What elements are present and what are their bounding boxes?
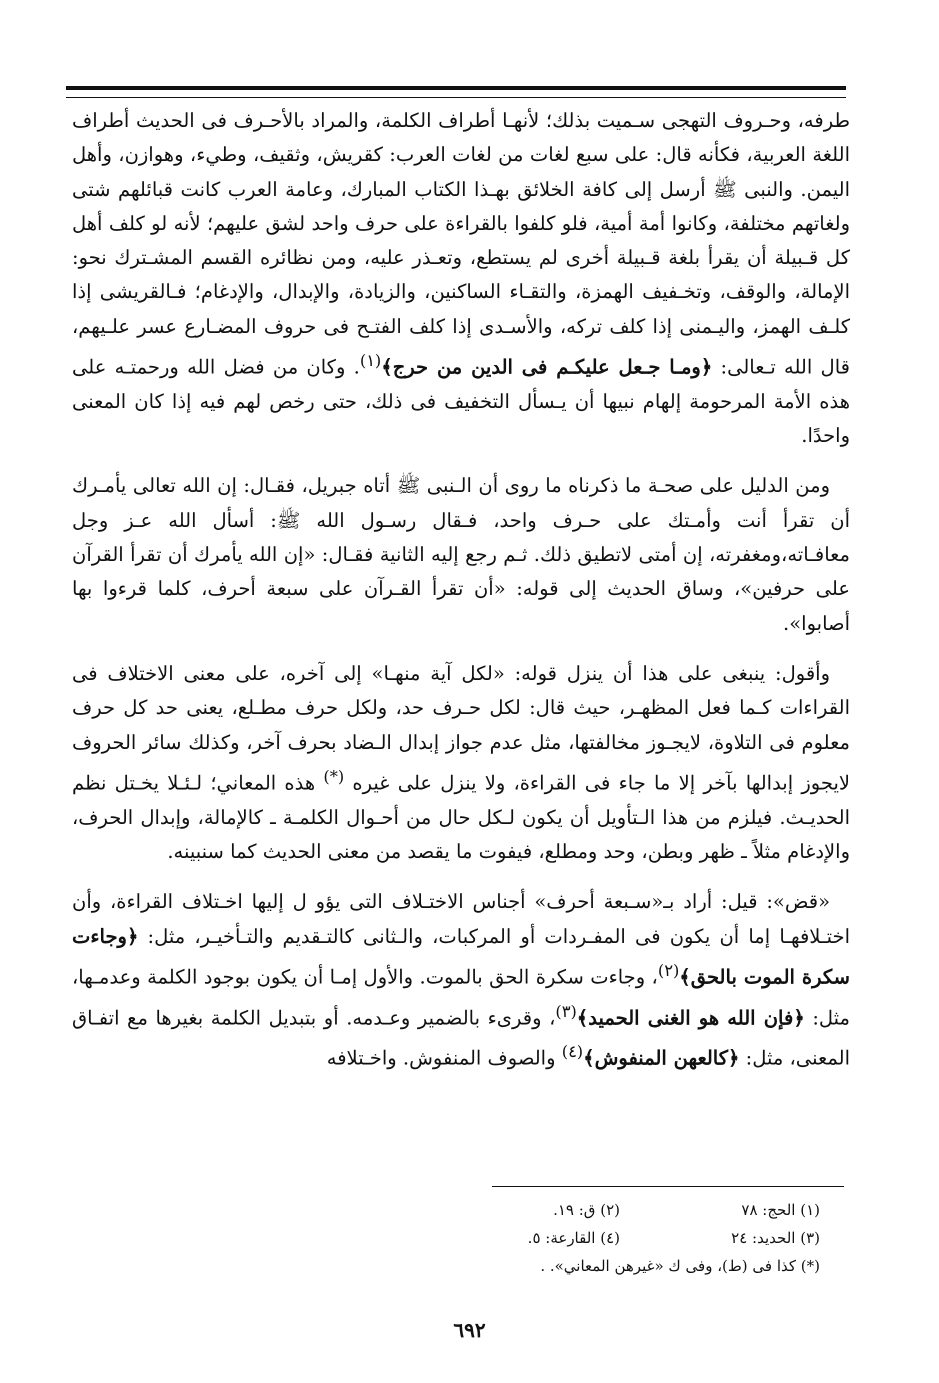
text-run: وأقول: ينبغى على هذا أن ينزل قوله: «لكل آية منهـا» إلى آخره، على معنى الاختلاف فى القراءات كـما فعل المظهـر، حيث قال: لكل حـرف حد، ولكل حرف مطـلع، يعنى حد كل حرف معلوم فى التلاوة، لايجـوز مخالفتها، مثل عدم جواز إبدال الـضاد بحرف آخر، وكذلك سائر الحروف لايجوز إبدالها بآخر إلا ما جاء فى القراءة، ولا ينزل على غيره <box>72 661 850 795</box>
quran-quote: ﴿ومـا جـعل عليكـم فى الدين من حرج﴾ <box>381 355 713 379</box>
text-run: هذه المعاني؛ لـئـلا يخـتل نظم الحديـث. فيلزم من هذا الـتأويل أن يكون لـكل حال من أحـوال الكلمـة ـ كالإمالة، وإبدال الحرف، والإدغام مثلاً ـ ظهر وبطن، وحد ومطلع، فيفوت ما يقصد من معنى الحديث كما سنبينه. <box>72 771 850 863</box>
header-rule-thin <box>66 97 846 98</box>
footnote-asterisk: (*) كذا فى (ط)، وفى ك «غيرهن المعاني». . <box>540 1257 820 1275</box>
text-run: . وكان من فضل الله ورحمتـه على هذه الأمة المرحومة إلهام نبيها أن يـسأل التخفيف فى ذلك، حتى رخص لهم فيه إذا كان المعنى واحدًا. <box>72 355 850 448</box>
footnote-2: (٢) ق: ١٩. <box>553 1201 620 1219</box>
text-run: ، وقرىء بالضمير وعـدمه. أو بتبديل الكلمة بغيرها مع اتفـاق المعنى، مثل: <box>72 1006 850 1070</box>
text-run: «قض»: قيل: أراد بـ«سـبعة أحرف» أجناس الاختـلاف التى يؤو ل إليها اخـتلاف القراءة، وأن اختـلافهـا إما أن يكون فى المفـردات أو المركبات، والـثانى كالتـقديم والتـأخيـر، مثل: <box>72 890 850 948</box>
paragraph-3 <box>72 657 850 869</box>
text-run: ومن الدليل على صحـة ما ذكرناه ما روى أن الـنبى ﷺ أتاه جبريل، فقـال: إن الله تعالى يأمـرك أن تقرأ أنت وأمـتك على حـرف واحد، فـقال رسـول الله ﷺ: أسأل الله عـز وجل معافـاته،ومغفرته، إن أمتى لاتطيق ذلك. ثـم رجع إليه الثانية فقـال: «إن الله يأمرك أن تقرأ القرآن على حرفين»، وساق الحديث إلى قوله: «أن تقرأ القـرآن على سبعة أحرف، كلما قرءوا بها أصابوا». <box>72 474 850 635</box>
header-rule-thick <box>66 86 846 90</box>
paragraph-4 <box>72 885 850 1076</box>
text-run: والصوف المنفوش. واخـتلافه <box>326 1046 562 1070</box>
footnote-4: (٤) القارعة: ٥. <box>527 1229 620 1247</box>
quran-quote: ﴿فإن الله هو الغنى الحميد﴾ <box>576 1006 805 1030</box>
page-number: ٦٩٢ <box>453 1318 486 1342</box>
quran-quote: ﴿كالعهن المنفوش﴾ <box>583 1046 740 1070</box>
footnote-ref: (*) <box>323 766 345 786</box>
footnote-ref: (٣) <box>555 1001 577 1021</box>
footnote-rule <box>492 1186 844 1187</box>
text-run: طرفه، وحـروف التهجى سـميت بذلك؛ لأنهـا أطراف الكلمة، والمراد بالأحـرف فى الحديث أطراف اللغة العربية، فكأنه قال: على سبع لغات من لغات العرب: كقريش، وثقيف، وطيء، وهوازن، وأهل اليمن. والنبى ﷺ أرسل إلى كافة الخلائق بهـذا الكتاب المبارك، وعامة العرب كانت قبائلهم شتى ولغاتهم مختلفة، وكانوا أمة أمية، فلو كلفوا بالقراءة على حرف واحد لشق عليهم؛ لأنه لو كلف أهل كل قـبيلة أن يقرأ بلغة قـبيلة أخرى لم يستطع، وتعـذر عليه، ومن نظائره القسم المشـترك نحو: الإمالة، والوقف، وتخـفيف الهمزة، والتقـاء الساكنين، والزيادة، والإبدال، والإدغام؛ فـالقريشى إذا كلـف الهمز، واليـمنى إذا كلف تركه، والأسـدى إذا كلف الفتـح فى حروف المضـارع عسر علـيهم، قال الله تـعالى: <box>72 109 850 379</box>
footnote-ref: (١) <box>359 351 382 371</box>
footnote-row <box>420 1224 820 1252</box>
paragraph-1 <box>72 104 850 453</box>
footnote-ref: (٤) <box>561 1042 584 1062</box>
paragraph-2 <box>72 469 850 640</box>
footnote-ref: (٢) <box>657 960 680 980</box>
footnote-row <box>420 1252 820 1280</box>
footnotes <box>420 1196 820 1280</box>
footnote-3: (٣) الحديد: ٢٤ <box>731 1229 820 1247</box>
quran-quote: ﴿وجاءت سكرة الموت بالحق﴾ <box>72 924 851 989</box>
footnote-1: (١) الحج: ٧٨ <box>741 1201 820 1219</box>
main-text <box>72 104 850 1076</box>
text-run: ، وجاءت سكرة الحق بالموت. والأول إمـا أن يكون بوجود الكلمة وعدمـها، مثل: <box>72 965 850 1030</box>
footnote-row <box>420 1196 820 1224</box>
